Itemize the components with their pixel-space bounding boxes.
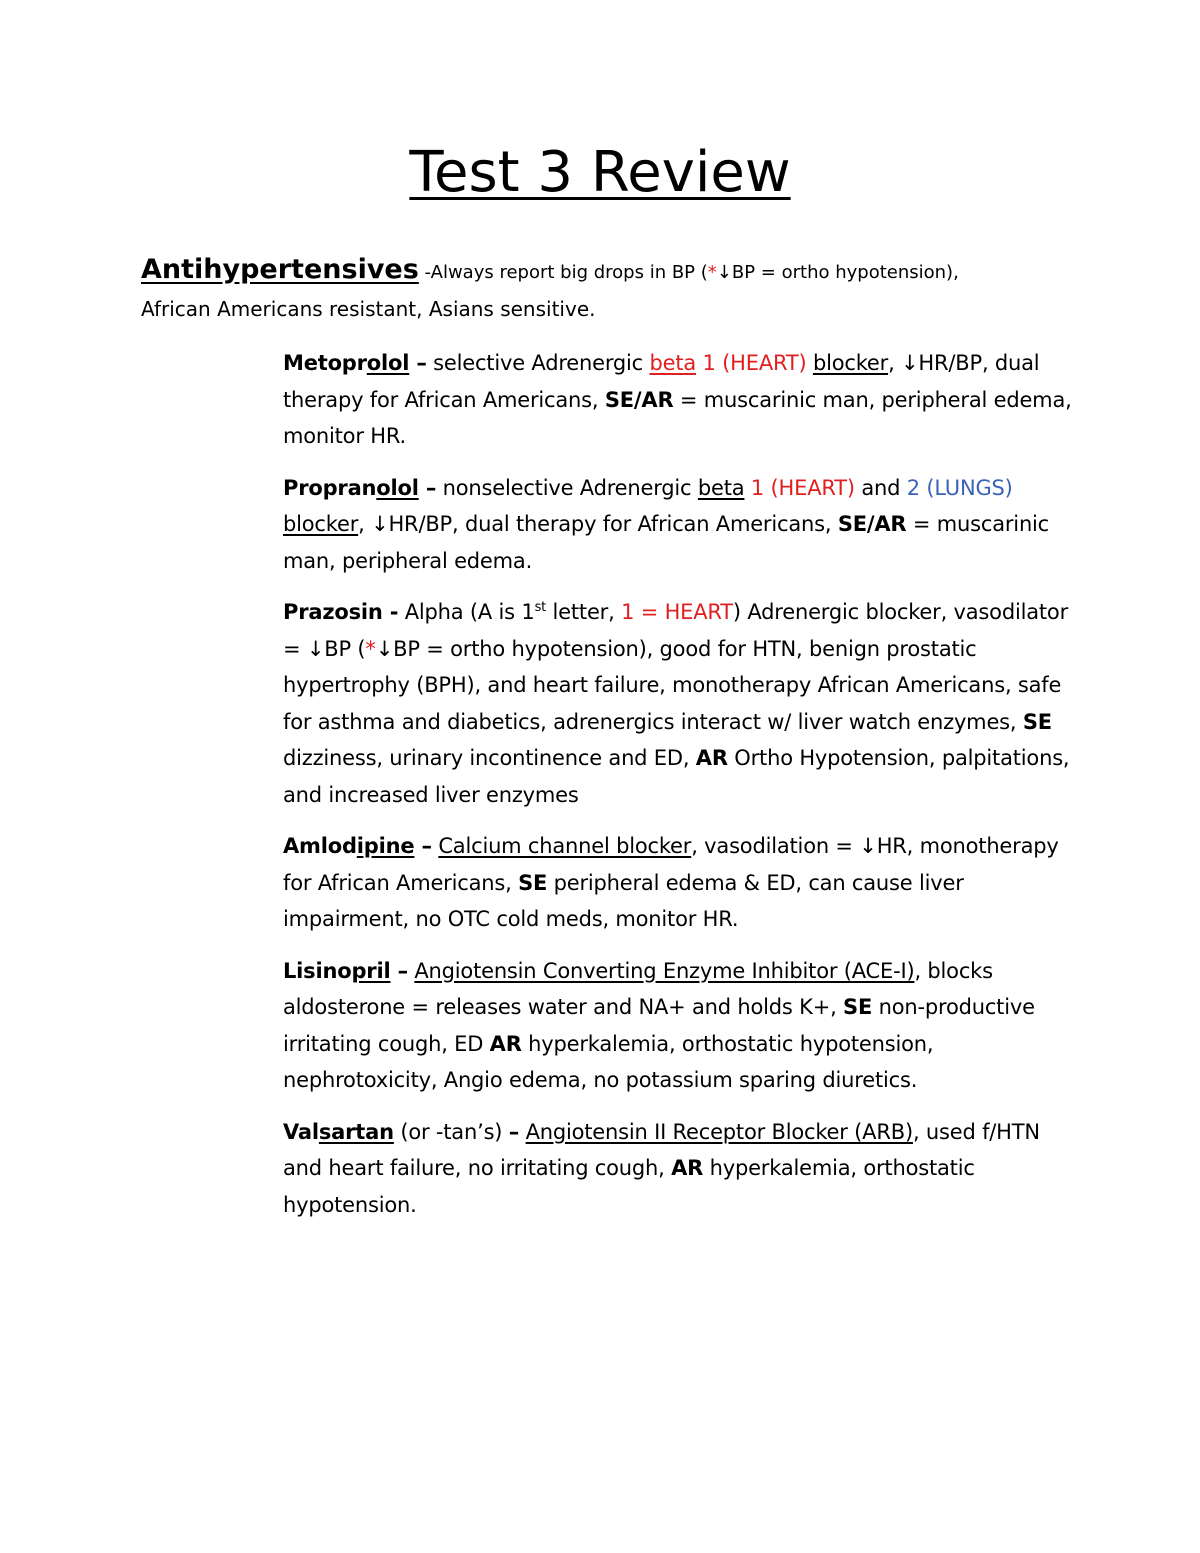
drug-class: Angiotensin II Receptor Blocker (ARB) xyxy=(525,1119,913,1144)
drug-prazosin: Prazosin - Alpha (A is 1st letter, 1 = HEART) Adrenergic blocker, vasodilator = ↓BP (*↓BP = ortho hypotension), good for HTN, benign prostatic hypertrophy (BPH), and heart failure, monotherapy African Americans, safe for asthma and diabetics, adrenergics interact w/ liver watch enzymes, SE dizziness, urinary incontinence and ED, AR Ortho Hypotension, palpitations, and increased liver enzymes xyxy=(283,600,1070,807)
drug-name: Prazosin - xyxy=(283,600,399,624)
intro-text-2: African Americans resistant, Asians sensitive. xyxy=(141,297,596,321)
drug-class: Angiotensin Converting Enzyme Inhibitor (ACE-I) xyxy=(414,958,915,983)
beta-term: beta xyxy=(649,351,697,375)
drug-propranolol: Propranolol – nonselective Adrenergic beta 1 (HEART) and 2 (LUNGS) blocker, ↓HR/BP, dual therapy for African Americans, SE/AR = muscarinic man, peripheral edema. xyxy=(283,475,1050,573)
section-intro xyxy=(141,252,1061,327)
beta-term: beta xyxy=(697,475,745,500)
section-heading: Antihypertensives xyxy=(141,254,419,285)
drug-name: Amlodipine – xyxy=(283,834,432,858)
drug-name: Metoprolol – xyxy=(283,351,427,375)
drug-metoprolol: Metoprolol – selective Adrenergic beta 1 (HEART) blocker, ↓HR/BP, dual therapy for African Americans, SE/AR = muscarinic man, peripheral edema, monitor HR. xyxy=(283,351,1072,448)
intro-bp: ↓BP = ortho hypotension), xyxy=(716,262,959,283)
intro-star: * xyxy=(707,262,717,283)
intro-text: -Always report big drops in BP ( xyxy=(418,262,708,283)
drug-list xyxy=(283,345,1073,1238)
drug-valsartan: Valsartan (or -tan’s) – Angiotensin II Receptor Blocker (ARB), used f/HTN and heart failure, no irritating cough, AR hyperkalemia, orthostatic hypotension. xyxy=(283,1119,1040,1217)
drug-amlodipine: Amlodipine – Calcium channel blocker, vasodilation = ↓HR, monotherapy for African Americans, SE peripheral edema & ED, can cause liver impairment, no OTC cold meds, monitor HR. xyxy=(283,834,1059,931)
drug-name: Propranolol – xyxy=(283,475,437,500)
page-title: Test 3 Review xyxy=(409,140,791,205)
drug-name: Valsartan xyxy=(283,1119,394,1144)
drug-name: Lisinopril – xyxy=(283,958,408,983)
drug-lisinopril: Lisinopril – Angiotensin Converting Enzyme Inhibitor (ACE-I), blocks aldosterone = releases water and NA+ and holds K+, SE non-productive irritating cough, ED AR hyperkalemia, orthostatic hypotension, nephrotoxicity, Angio edema, no potassium sparing diuretics. xyxy=(283,958,1035,1092)
drug-class: Calcium channel blocker xyxy=(438,834,692,858)
